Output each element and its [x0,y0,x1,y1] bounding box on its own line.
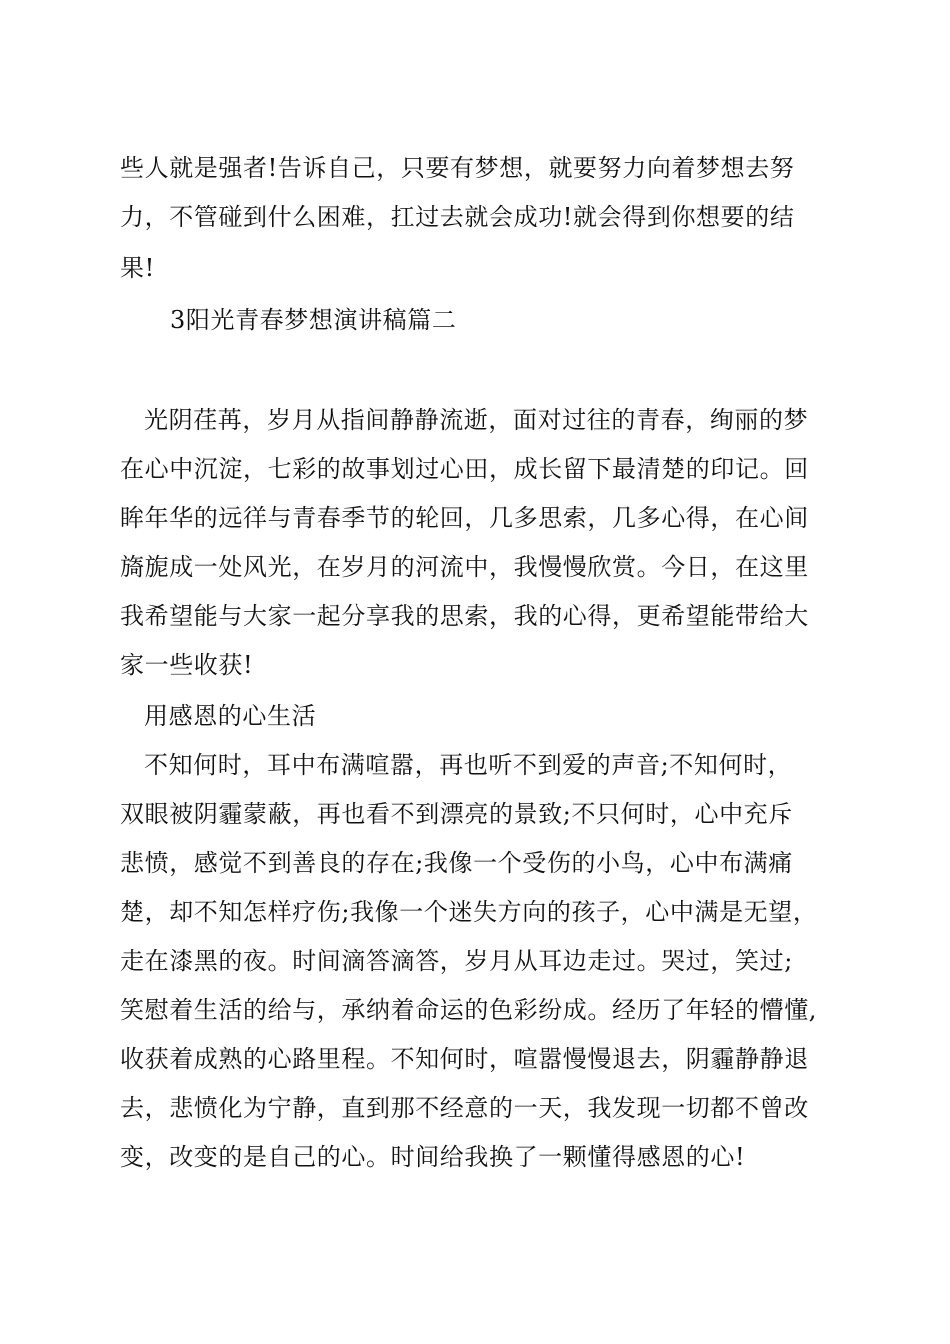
text-line: 我希望能与大家一起分享我的思索，我的心得，更希望能带给大 [120,602,809,630]
text-line: 走在漆黑的夜。时间滴答滴答，岁月从耳边走过。哭过，笑过; [120,947,793,975]
text-line: 变，改变的是自己的心。时间给我换了一颗懂得感恩的心! [120,1143,746,1171]
subheading: 用感恩的心生活 [144,702,317,730]
text-line: 双眼被阴霾蒙蔽，再也看不到漂亮的景致;不只何时，心中充斥 [120,800,793,828]
text-line: 些人就是强者!告诉自己，只要有梦想，就要努力向着梦想去努 [120,154,795,182]
text-line: 果! [120,254,155,282]
text-line: 家一些收获! [120,651,254,679]
text-line: 收获着成熟的心路里程。不知何时，喧嚣慢慢退去，阴霾静静退 [120,1045,809,1073]
text-line: 眸年华的远徉与青春季节的轮回，几多思索，几多心得，在心间 [120,504,809,532]
text-line: 光阴荏苒，岁月从指间静静流逝，面对过往的青春，绚丽的梦 [144,406,809,434]
text-line: 在心中沉淀，七彩的故事划过心田，成长留下最清楚的印记。回 [120,455,809,483]
text-line: 悲愤，感觉不到善良的存在;我像一个受伤的小鸟，心中布满痛 [120,849,793,877]
text-line: 笑慰着生活的给与，承纳着命运的色彩纷成。经历了年轻的懵懂, [120,996,818,1024]
text-line: 旖旎成一处风光，在岁月的河流中，我慢慢欣赏。今日，在这里 [120,553,809,581]
text-line: 不知何时，耳中布满喧嚣，再也听不到爱的声音;不知何时， [144,751,793,779]
text-line: 去，悲愤化为宁静，直到那不经意的一天，我发现一切都不曾改 [120,1094,809,1122]
section-heading: 3阳光青春梦想演讲稿篇二 [170,306,457,334]
text-line: 楚，却不知怎样疗伤;我像一个迷失方向的孩子，心中满是无望， [120,898,818,926]
text-line: 力，不管碰到什么困难，扛过去就会成功!就会得到你想要的结 [120,203,795,231]
